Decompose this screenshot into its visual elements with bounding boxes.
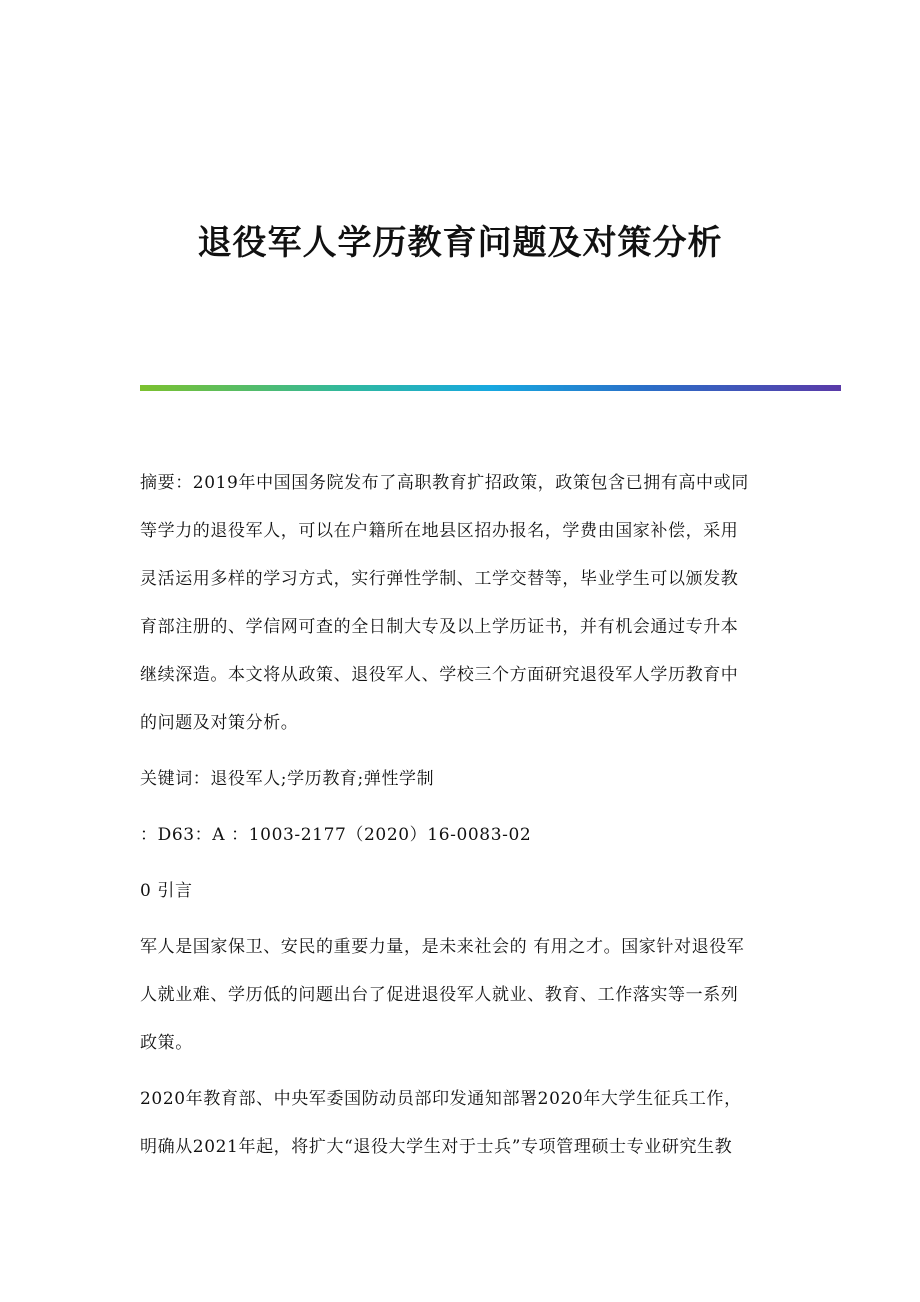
- paragraph-line: 明确从2021年起，将扩大“退役大学生对于士兵”专项管理硕士专业研究生教: [140, 1137, 733, 1157]
- abstract-line: 育部注册的、学信网可查的全日制大专及以上学历证书，并有机会通过专升本: [140, 617, 739, 637]
- paragraph-line: 政策。: [140, 1033, 193, 1053]
- abstract-line: 的问题及对策分析。: [140, 713, 299, 733]
- abstract-line: 继续深造。本文将从政策、退役军人、学校三个方面研究退役军人学历教育中: [140, 665, 739, 685]
- paragraph-line: 2020年教育部、中央军委国防动员部印发通知部署2020年大学生征兵工作，: [140, 1089, 742, 1109]
- abstract-line: 等学力的退役军人，可以在户籍所在地县区招办报名，学费由国家补偿，采用: [140, 521, 739, 541]
- abstract-line: 摘要：2019年中国国务院发布了高职教育扩招政策，政策包含已拥有高中或同: [140, 473, 749, 493]
- paragraph-line: 人就业难、学历低的问题出台了促进退役军人就业、教育、工作落实等一系列: [140, 985, 739, 1005]
- classification-code: ：D63：A ：1003-2177（2020）16-0083-02: [140, 825, 532, 845]
- paragraph-line: 军人是国家保卫、安民的重要力量，是未来社会的 有用之才。国家针对退役军: [140, 937, 745, 957]
- document-title: 退役军人学历教育问题及对策分析: [197, 223, 723, 263]
- gradient-divider: [140, 385, 841, 391]
- abstract-line: 灵活运用多样的学习方式，实行弹性学制、工学交替等，毕业学生可以颁发教: [140, 569, 739, 589]
- section-heading: 0 引言: [140, 881, 193, 901]
- keywords: 关键词：退役军人;学历教育;弹性学制: [140, 769, 435, 789]
